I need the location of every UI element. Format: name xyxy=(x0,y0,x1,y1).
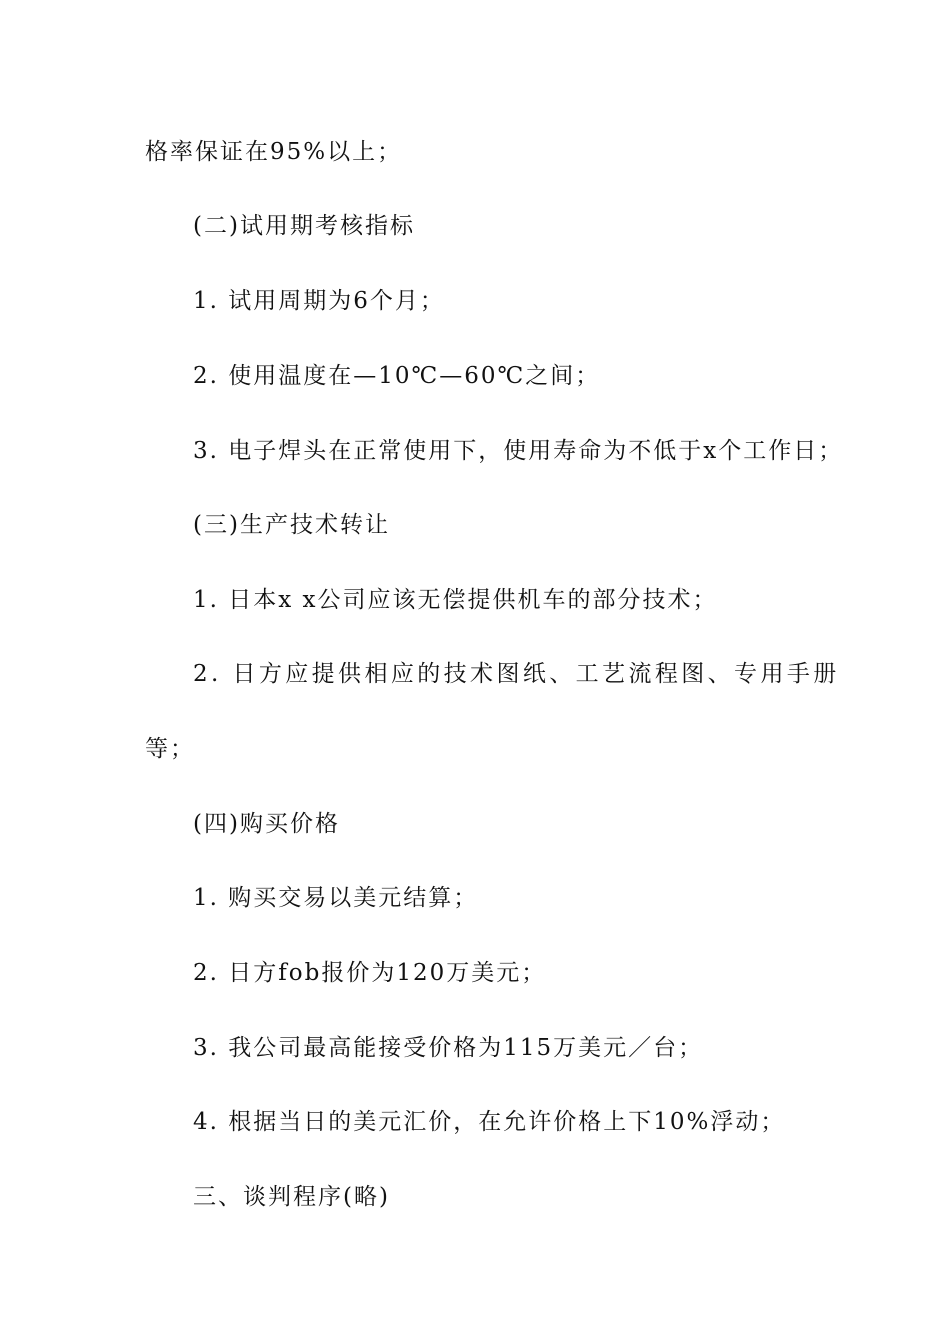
paragraph-continuation: 格率保证在95%以上； xyxy=(145,139,403,165)
list-item: 1. 购买交易以美元结算； xyxy=(193,885,479,911)
list-item: 2. 日方应提供相应的技术图纸、工艺流程图、专用手册 xyxy=(193,661,840,687)
list-item: 3. 电子焊头在正常使用下，使用寿命为不低于x个工作日； xyxy=(193,438,844,464)
section-heading-negotiation-procedure: 三、谈判程序(略) xyxy=(193,1184,390,1210)
paragraph-continuation: 等； xyxy=(145,736,195,762)
list-item: 1. 日本x x公司应该无偿提供机车的部分技术； xyxy=(193,587,718,613)
section-heading-purchase-price: (四)购买价格 xyxy=(193,811,340,837)
list-item: 2. 日方fob报价为120万美元； xyxy=(193,960,547,986)
section-heading-technology-transfer: (三)生产技术转让 xyxy=(193,512,390,538)
section-heading-trial-period: (二)试用期考核指标 xyxy=(193,213,415,239)
list-item: 2. 使用温度在—10℃—60℃之间； xyxy=(193,363,601,389)
list-item: 4. 根据当日的美元汇价，在允许价格上下10%浮动； xyxy=(193,1109,786,1135)
list-item: 3. 我公司最高能接受价格为115万美元／台； xyxy=(193,1035,704,1061)
list-item: 1. 试用周期为6个月； xyxy=(193,288,445,314)
